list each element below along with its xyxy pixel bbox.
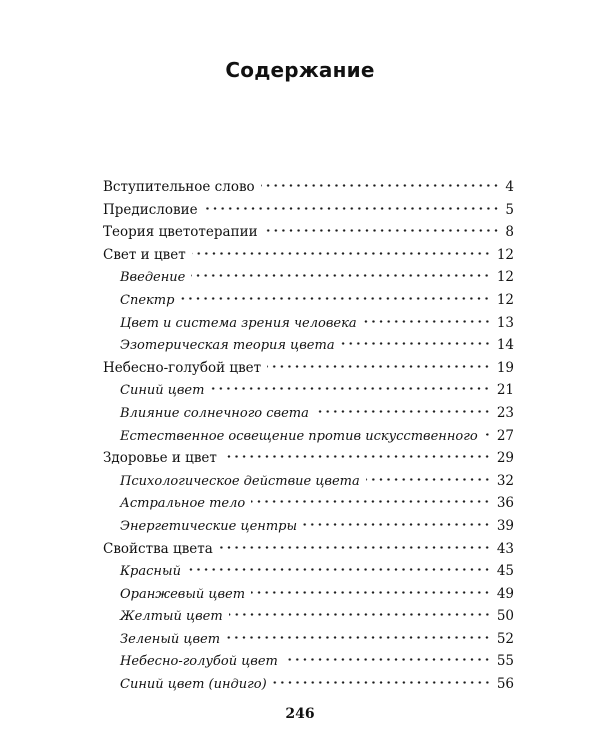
dot-leader (226, 636, 491, 639)
toc-entry[interactable] (103, 176, 514, 199)
toc-entry-title: Влияние солнечного света (120, 405, 309, 421)
toc-entry-page: 27 (496, 427, 514, 444)
toc-entry-title: Энергетические центры (120, 518, 298, 534)
dot-leader (251, 500, 491, 503)
toc-entry-page: 13 (496, 314, 514, 331)
toc-subentry[interactable] (103, 560, 514, 583)
toc-entry-title: Синий цвет (120, 383, 205, 399)
toc-entry[interactable] (103, 357, 514, 380)
toc-entry-title: Зеленый цвет (120, 631, 221, 647)
toc-entry-title: Небесно-голубой цвет (103, 359, 262, 376)
dot-leader (303, 523, 491, 526)
dot-leader (264, 229, 500, 232)
toc-entry-title: Эзотерическая теория цвета (120, 338, 335, 354)
toc-entry-page: 19 (496, 359, 514, 376)
dot-leader (267, 365, 491, 368)
dot-leader (341, 342, 491, 345)
toc-entry-page: 12 (496, 246, 514, 263)
dot-leader (366, 478, 491, 481)
toc-entry[interactable] (103, 244, 514, 267)
toc-entry-page: 23 (496, 404, 514, 421)
toc-subentry[interactable] (103, 470, 514, 493)
toc-entry-page: 21 (496, 382, 514, 399)
toc-subentry[interactable] (103, 312, 514, 335)
toc-subentry[interactable] (103, 605, 514, 628)
toc-entry-title: Здоровье и цвет (103, 450, 217, 467)
toc-entry-page: 55 (496, 653, 514, 670)
toc-entry-title: Астральное тело (120, 496, 246, 512)
toc-subentry[interactable] (103, 379, 514, 402)
toc-entry-page: 5 (505, 201, 514, 218)
toc-entry-title: Свет и цвет (103, 246, 186, 263)
dot-leader (284, 658, 491, 661)
toc-subentry[interactable] (103, 515, 514, 538)
dot-leader (187, 568, 491, 571)
toc-entry-page: 29 (496, 450, 514, 467)
dot-leader (229, 613, 491, 616)
toc-subentry[interactable] (103, 334, 514, 357)
toc-entry-page: 4 (505, 179, 514, 195)
toc-subentry[interactable] (103, 425, 514, 448)
table-of-contents (103, 176, 514, 696)
toc-subentry[interactable] (103, 673, 514, 696)
dot-leader (251, 591, 491, 594)
toc-entry-page: 52 (496, 630, 514, 647)
toc-entry-page: 39 (496, 517, 514, 534)
toc-entry-title: Оранжевый цвет (120, 586, 246, 602)
toc-entry-title: Предисловие (103, 201, 198, 218)
toc-subentry[interactable] (103, 650, 514, 673)
toc-entry-page: 45 (496, 563, 514, 580)
toc-entry-page: 49 (496, 585, 514, 602)
dot-leader (315, 410, 491, 413)
toc-entry-page: 12 (496, 291, 514, 308)
toc-entry[interactable] (103, 538, 514, 561)
toc-entry-title: Желтый цвет (120, 609, 223, 625)
page-title: Содержание (225, 58, 375, 82)
toc-entry[interactable] (103, 221, 514, 244)
toc-subentry[interactable] (103, 492, 514, 515)
toc-entry-page: 12 (496, 269, 514, 286)
toc-entry-title: Спектр (120, 292, 175, 308)
toc-entry-page: 8 (505, 224, 514, 241)
toc-entry-page: 32 (496, 472, 514, 489)
dot-leader (223, 455, 491, 458)
dot-leader (219, 546, 491, 549)
toc-entry-page: 56 (496, 676, 514, 693)
toc-entry-title: Красный (120, 564, 181, 580)
dot-leader (363, 320, 491, 323)
toc-entry-page: 50 (496, 608, 514, 625)
toc-entry-page: 14 (496, 337, 514, 354)
toc-entry[interactable] (103, 447, 514, 470)
toc-subentry[interactable] (103, 402, 514, 425)
toc-entry[interactable] (103, 199, 514, 222)
page-number: 246 (285, 706, 315, 722)
toc-entry-title: Синий цвет (индиго) (120, 677, 267, 693)
dot-leader (210, 387, 490, 390)
toc-entry-title: Введение (120, 270, 186, 286)
dot-leader (192, 252, 491, 255)
toc-subentry[interactable] (103, 583, 514, 606)
dot-leader (261, 184, 500, 187)
toc-entry-title: Вступительное слово (103, 179, 255, 195)
toc-subentry[interactable] (103, 266, 514, 289)
dot-leader (180, 297, 490, 300)
toc-entry-page: 43 (496, 540, 514, 557)
toc-entry-title: Свойства цвета (103, 540, 213, 557)
toc-entry-title: Психологическое действие цвета (120, 473, 360, 489)
dot-leader (204, 207, 500, 210)
toc-entry-title: Теория цветотерапии (103, 224, 258, 241)
toc-entry-title: Естественное освещение против искусственного (120, 428, 478, 444)
toc-subentry[interactable] (103, 289, 514, 312)
dot-leader (191, 274, 490, 277)
dot-leader (273, 681, 491, 684)
toc-entry-title: Небесно-голубой цвет (120, 654, 278, 670)
toc-entry-page: 36 (496, 495, 514, 512)
toc-entry-title: Цвет и система зрения человека (120, 315, 357, 331)
dot-leader (484, 433, 491, 436)
toc-subentry[interactable] (103, 628, 514, 651)
